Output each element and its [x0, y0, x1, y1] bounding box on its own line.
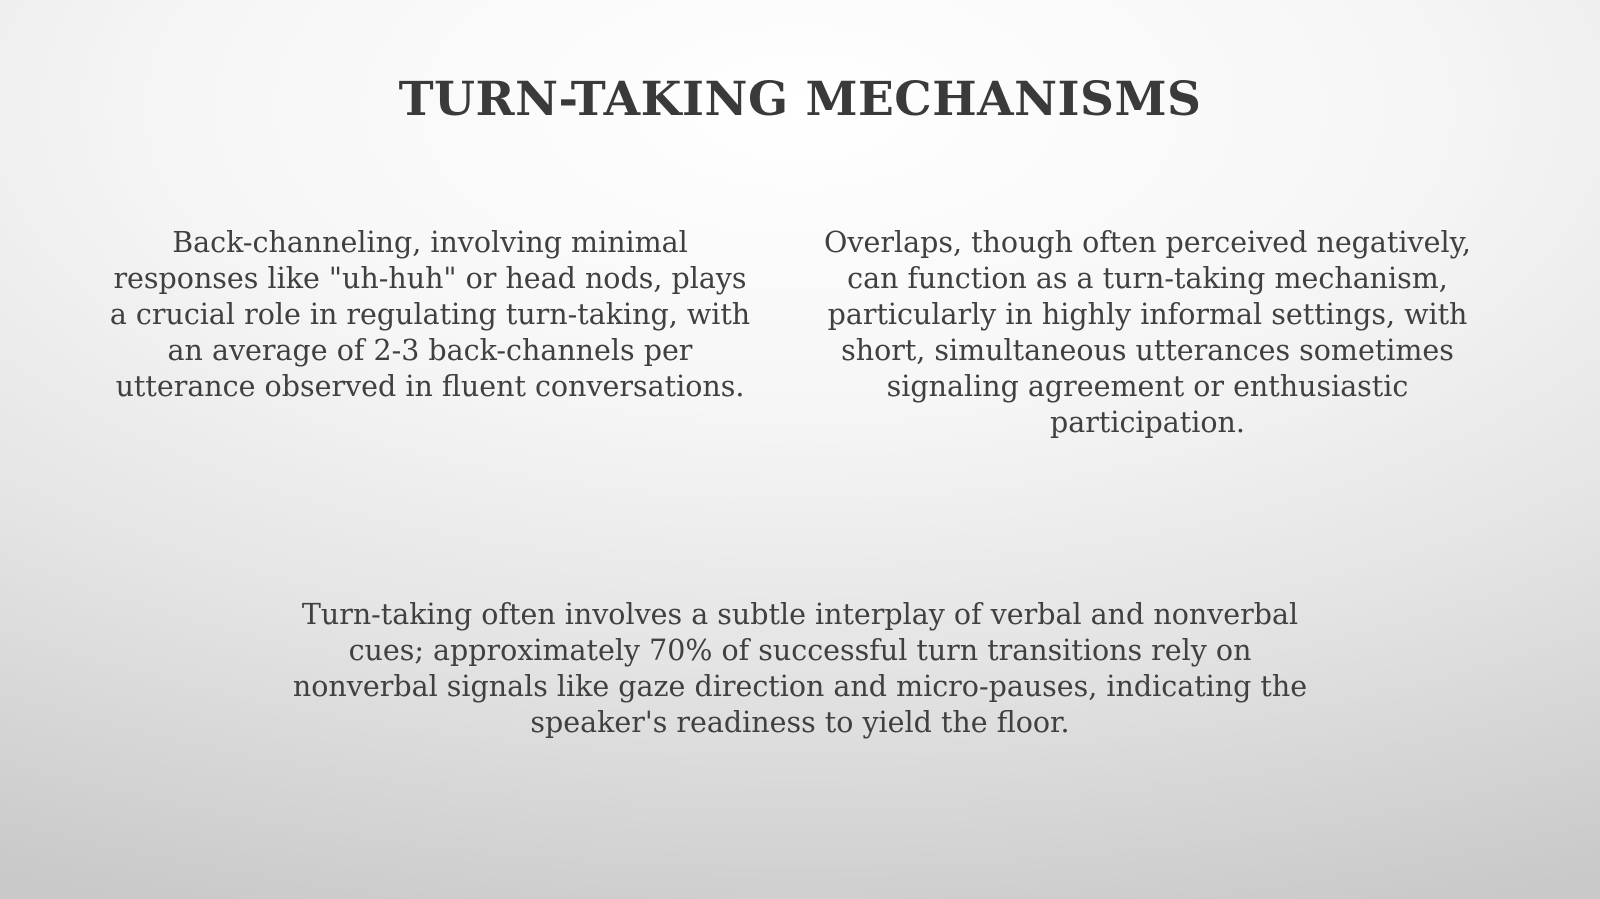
paragraph-overlaps: Overlaps, though often perceived negatively, can function as a turn-taking mechanism, particularly in highly informal settings, with short, simultaneous utterances sometimes signaling agreement or enthusiastic participation. — [824, 226, 1471, 439]
paragraph-verbal-nonverbal-cues: Turn-taking often involves a subtle interplay of verbal and nonverbal cues; approximately 70% of successful turn transitions rely on nonverbal signals like gaze direction and micro-pauses, indicating the speaker's readiness to yield the floor. — [292, 598, 1308, 739]
paragraph-back-channeling: Back-channeling, involving minimal responses like "uh-huh" or head nods, plays a crucial role in regulating turn-taking, with an average of 2-3 back-channels per utterance observed in fluent conversations. — [109, 226, 751, 403]
slide-title: TURN-TAKING MECHANISMS — [398, 72, 1202, 127]
